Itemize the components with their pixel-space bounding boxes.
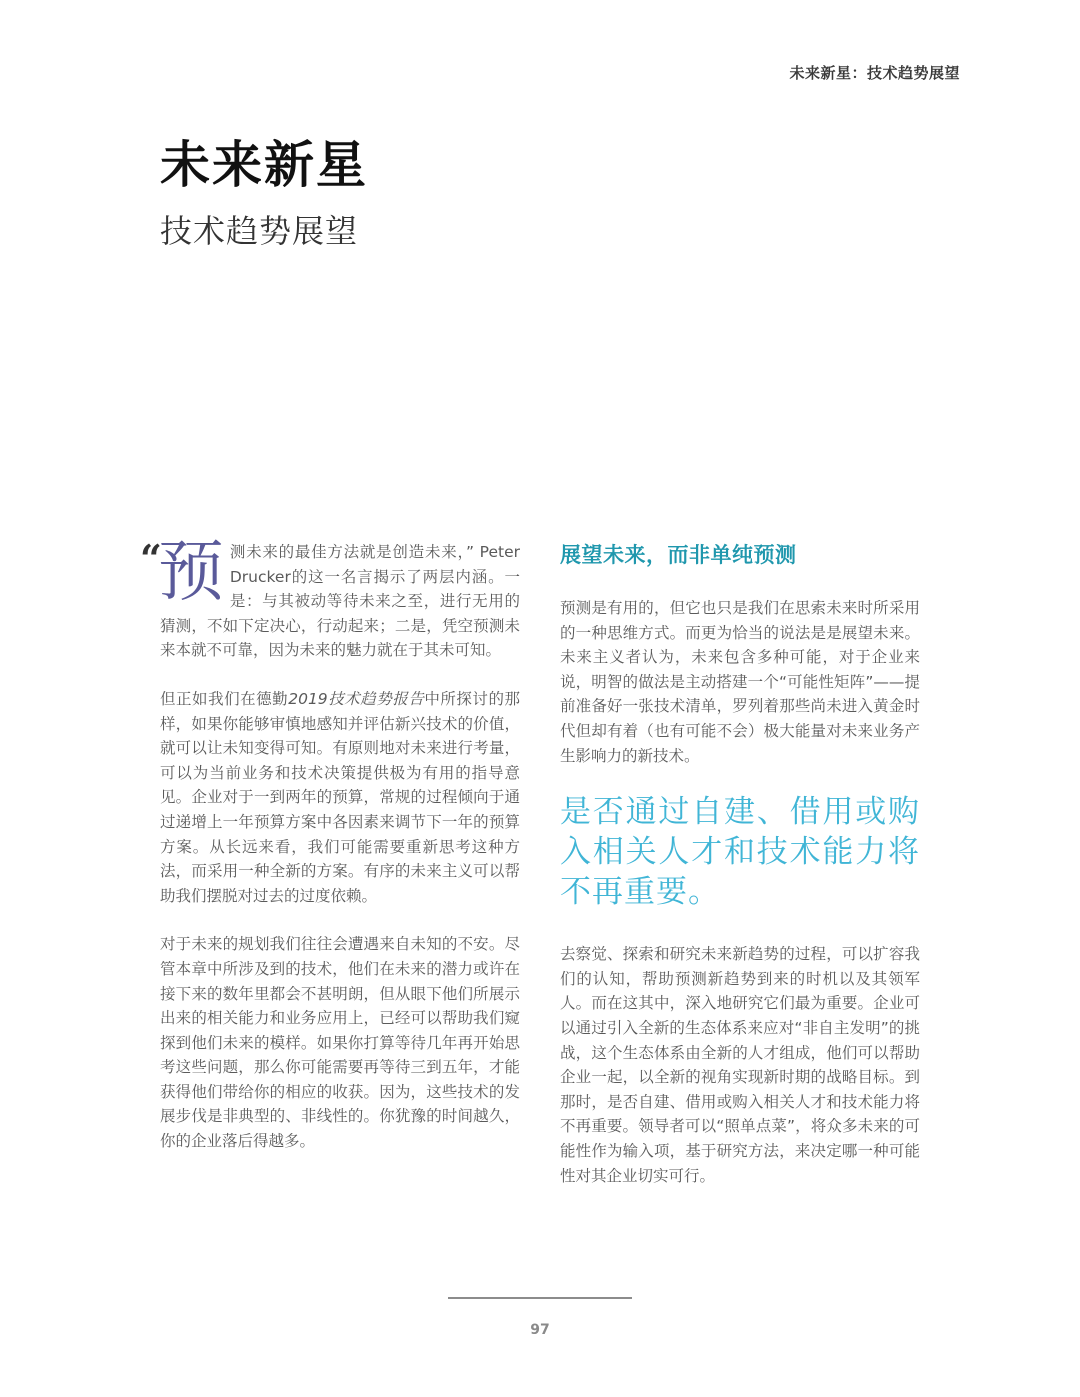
page-subtitle: 技术趋势展望	[160, 212, 359, 250]
report-title-italic: 2019技术趋势报告	[288, 689, 425, 708]
pull-quote: 是否通过自建、借用或购入相关人才和技术能力将不再重要。	[560, 794, 920, 911]
right-paragraph-2: 去察觉、探索和研究未来新趋势的过程，可以扩容我们的认知，帮助预测新趋势到来的时机以及其领军人。而在这其中，深入地研究它们最为重要。企业可以通过引入全新的生态体系来应对“非自主发明”的挑战，这个生态体系由全新的人才组成，他们可以帮助企业一起，以全新的视角实现新时期的战略目标。到那时，是否自建、借用或购入相关人才和技术能力将不再重要。领导者可以“照单点菜”，将众多未来的可能性作为输入项，基于研究方法，来决定哪一种可能性对其企业切实可行。	[560, 945, 920, 1185]
page-number: 97	[530, 1322, 550, 1338]
left-column	[140, 533, 520, 1178]
body-paragraph-2	[160, 687, 520, 908]
page-title: 未来新星	[160, 136, 368, 194]
right-paragraph-1: 预测是有用的，但它也只是我们在思索未来时所采用的一种思维方式。而更为恰当的说法是是展望未来。未来主义者认为，未来包含多种可能，对于企业来说，明智的做法是主动搭建一个“可能性矩阵”——提前准备好一张技术清单，罗列着那些尚未进入黄金时代但却有着（也有可能不会）极大能量对未来业务产生影响力的新技术。	[560, 599, 920, 765]
paragraph-2-after: 中所探讨的那样，如果你能够审慎地感知并评估新兴技术的价值，就可以让未知变得可知。有原则地对未来进行考量，可以为当前业务和技术决策提供极为有用的指导意见。企业对于一到两年的预算，常规的过程倾向于通过递增上一年预算方案中各因素来调节下一年的预算方案。从长远来看，我们可能需要重新思考这种方法，而采用一种全新的方案。有序的未来主义可以帮助我们摆脱对过去的过度依赖。	[160, 689, 520, 905]
drop-cap: 预	[157, 533, 224, 610]
body-paragraph-3: 对于未来的规划我们往往会遭遇来自未知的不安。尽管本章中所涉及到的技术，他们在未来的潜力或许在接下来的数年里都会不甚明朗，但从眼下他们所展示出来的相关能力和业务应用上，已经可以帮助我们窥探到他们未来的模样。如果你打算等待几年再开始思考这些问题，那么你可能需要再等待三到五年，才能获得他们带给你的相应的收获。因为，这些技术的发展步伐是非典型的、非线性的。你犹豫的时间越久，你的企业落后得越多。	[160, 935, 520, 1151]
footer-divider	[448, 1297, 632, 1299]
lead-paragraph	[140, 533, 520, 663]
right-column	[560, 540, 920, 1212]
section-heading: 展望未来，而非单纯预测	[560, 543, 797, 567]
paragraph-2-before: 但正如我们在德勤	[160, 689, 289, 708]
drop-cap-block	[140, 533, 224, 610]
lead-text: 测未来的最佳方法就是创造未来，” Peter Drucker的这一名言揭示了两层内涵。一是：与其被动等待未来之至，进行无用的猜测，不如下定决心，行动起来；二是，凭空预测未来本就不可靠，因为未来的魅力就在于其未可知。	[160, 543, 520, 660]
running-header: 未来新星：技术趋势展望	[789, 64, 960, 82]
open-quote-icon: “	[140, 536, 158, 581]
